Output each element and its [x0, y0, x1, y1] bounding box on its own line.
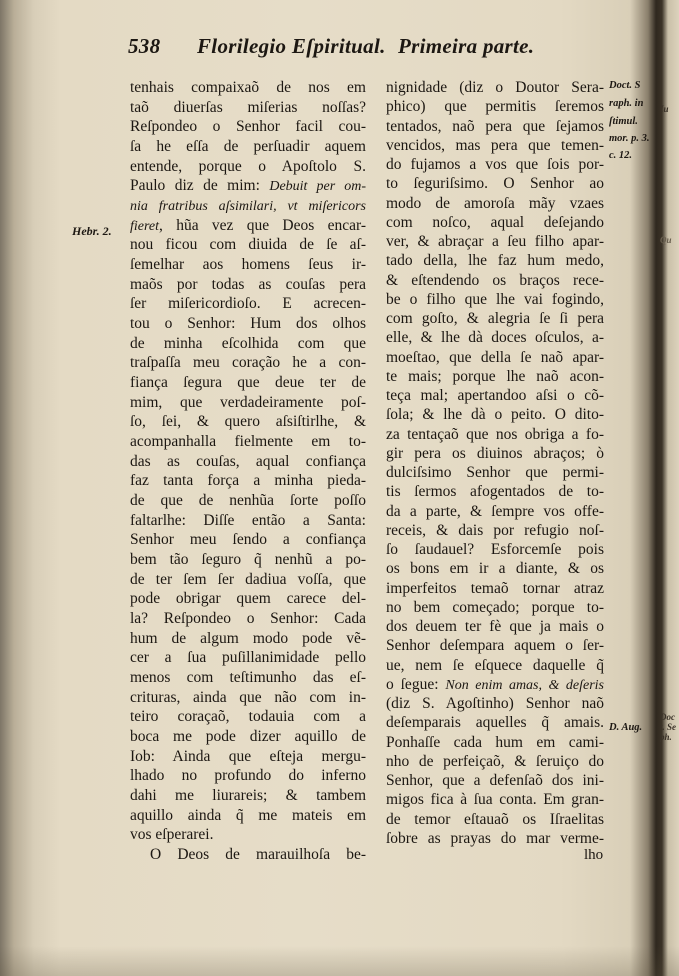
text-segment: bem tão ſeguro q̃ nenhũ a po- [130, 551, 366, 569]
text-segment: la? Reſpondeo o Senhor: Cada [130, 610, 366, 628]
text-segment: ſo ſaudauel? Esforcemſe pois [386, 541, 604, 558]
margin-note-doctor: Doct. S [609, 80, 641, 91]
text-line [130, 294, 366, 314]
text-line [386, 232, 604, 252]
text-line [386, 405, 604, 425]
text-segment: dulciſsimo Senhor que permi- [386, 464, 604, 481]
text-line [130, 98, 366, 118]
text-segment: nho de perfeiçaõ, & ſeruiço do [386, 752, 604, 770]
text-line [130, 353, 366, 373]
text-segment: cer a ſua puſillanimidade pello [130, 649, 366, 667]
text-segment: teiro coraçaõ, todauia com a [130, 708, 366, 726]
text-segment: os bons em ir a diante, & os [386, 560, 604, 578]
text-segment: deſemparais aquelles q̃ amais. [386, 714, 604, 732]
text-line [130, 471, 366, 491]
text-segment: do fujamos a vos que ſois por- [386, 156, 604, 173]
text-segment: vencidos, mas pera que temen- [386, 136, 604, 154]
text-segment: crituras, ainda que não com in- [130, 688, 366, 706]
text-segment: receis, & dais por refugio noſ- [386, 521, 604, 539]
text-segment: imperfeitos temaõ tornar atraz [386, 579, 604, 597]
margin-note-doctor: raph. in [609, 98, 644, 109]
text-line [130, 216, 366, 236]
running-part: Primeira parte. [398, 34, 535, 58]
text-segment: tado della, lhe faz hum medo, [386, 252, 604, 270]
text-segment: nou ficou com diuida de ſe aſ- [130, 236, 366, 254]
text-line [130, 747, 366, 767]
text-segment: gir pera os diuinos abraços; ò [386, 444, 604, 462]
text-segment: tentados, naõ pera que ſejamos [386, 117, 604, 135]
text-line [130, 275, 366, 295]
text-line [386, 617, 604, 637]
text-segment: moeſtao, que della ſe naõ apar- [386, 348, 604, 366]
latin-quote: nia fratribus aſsimilari, vt miſericors [130, 199, 366, 215]
text-segment: pode obrigar quem carece del- [130, 590, 366, 608]
text-line [386, 694, 604, 714]
text-segment: ſola; & lhe dà o peito. O dito- [386, 406, 604, 424]
text-segment: dos deuem ter fè que ja mais o [386, 618, 604, 635]
text-line [386, 251, 604, 271]
text-segment: , hũa vez que Deos encar- [159, 216, 366, 234]
text-segment: boca me pode dizer aquillo de [130, 728, 366, 746]
text-line [386, 733, 604, 753]
text-line [386, 328, 604, 348]
text-segment: faz tanta força a minha pieda- [130, 472, 366, 490]
text-segment: dahi me liurareis; & tambem [130, 787, 366, 805]
text-line [130, 452, 366, 472]
text-line [130, 530, 366, 550]
text-segment: ue, nem ſe eſquece daquelle q̃ [386, 656, 604, 674]
text-segment: de minha eſcolhida com que [130, 334, 366, 352]
text-segment: o ſegue: [386, 675, 446, 693]
text-segment: Paulo diz de mim: [130, 177, 270, 195]
text-segment: migos fica à ſua conta. Em gran- [386, 791, 604, 809]
next-page-note-stack [660, 712, 678, 742]
text-line [386, 675, 604, 695]
text-line [130, 235, 366, 255]
text-line [130, 766, 366, 786]
text-line [386, 482, 604, 502]
text-line [130, 668, 366, 688]
text-segment: to ſeguriſsimo. O Senhor ao [386, 175, 604, 193]
running-title: Florilegio Eſpiritual. [197, 34, 386, 58]
text-line [386, 790, 604, 810]
text-line [386, 348, 604, 368]
text-segment: tis ſermos afogentados de to- [386, 483, 604, 501]
text-line [130, 570, 366, 590]
text-line [130, 609, 366, 629]
next-page-note: ph. [660, 732, 672, 742]
text-line [386, 386, 604, 406]
text-line [130, 629, 366, 649]
text-segment: com goſto, & alegria ſe ſi pera [386, 310, 604, 327]
text-line [150, 845, 366, 865]
margin-note-augustine: D. Aug. [609, 722, 643, 733]
text-line [130, 334, 366, 354]
text-line [130, 157, 366, 177]
text-line [386, 136, 604, 156]
text-line [386, 155, 604, 175]
next-page-note: Qu [660, 235, 672, 245]
text-segment: no bem começado; porque to- [386, 598, 604, 616]
text-line [130, 196, 366, 216]
text-line [130, 589, 366, 609]
text-segment: com noſco, aqual deſejando [386, 213, 604, 231]
margin-note-hebrews: Hebr. 2. [72, 224, 112, 238]
text-segment: & eſtendendo os braços rece- [386, 271, 604, 289]
text-segment: fiança ſegura que deue ter de [130, 374, 366, 392]
text-line [130, 727, 366, 747]
text-segment: ſemelhar aos homens ſeus ir- [130, 256, 366, 274]
text-segment: tou o Senhor: Hum dos olhos [130, 315, 366, 333]
text-segment: Senhor meu ſendo a confiança [130, 531, 366, 549]
text-segment: Senhor deſempara aquem o ſer- [386, 637, 604, 655]
text-line [130, 412, 366, 432]
text-line [386, 771, 604, 791]
text-line [130, 648, 366, 668]
text-segment: teça mal; apertandoo aſsi o cõ- [386, 387, 604, 404]
text-line [386, 752, 604, 772]
text-segment: menos com teſtimunho das eſ- [130, 669, 366, 687]
text-segment: entende, porque o Apoſtolo S. [130, 157, 366, 175]
latin-quote: fieret [130, 218, 160, 234]
text-line [386, 713, 604, 733]
text-line [386, 521, 604, 541]
text-segment: de que de nenhũa ſorte poſſo [130, 492, 366, 510]
text-segment: das as couſas, aqual confiança [130, 452, 366, 470]
text-segment: lhado no profundo do inferno [130, 767, 366, 785]
page-number: 538 [128, 34, 161, 58]
latin-quote: Debuit per om- [269, 179, 366, 195]
text-segment: Senhor, que a defenſaõ dos ini- [386, 772, 604, 789]
text-line [386, 117, 604, 137]
text-line [386, 598, 604, 618]
text-line [386, 656, 604, 676]
text-segment: ver, & abraçar a ſeu filho apar- [386, 233, 604, 250]
text-segment: Reſpondeo o Senhor facil cou- [130, 118, 366, 136]
text-segment: Iob: Ainda que eſteja mergu- [130, 747, 366, 765]
text-segment: hum de algum modo pode vẽ- [130, 629, 366, 647]
text-line [386, 425, 604, 445]
text-segment: de ter ſem ſer dadiua voſſa, que [130, 570, 366, 588]
text-segment: mim, que verdadeiramente poſ- [130, 393, 366, 411]
text-segment: modo de amoroſa mãy vzaes [386, 194, 604, 212]
latin-quote: Non enim amas, & deſeris [445, 677, 605, 693]
text-segment: de temor eſtauaõ os Iſraelitas [386, 810, 604, 828]
text-line [386, 579, 604, 599]
text-line [386, 463, 604, 483]
text-line [130, 806, 366, 826]
catchword: lho [584, 847, 604, 863]
text-segment: faltarlhe: Diſſe então a Santa: [130, 511, 366, 529]
text-line [130, 550, 366, 570]
text-segment: vos eſperarei. [130, 826, 214, 844]
text-segment: O Deos de marauilhoſa be- [150, 846, 366, 864]
text-line [386, 636, 604, 656]
margin-note-doctor: c. 12. [609, 150, 633, 161]
text-segment: phico) que permitis ſeremos [386, 98, 604, 116]
text-segment: traſpaſſa meu coração he a con- [130, 354, 366, 372]
text-line [130, 137, 366, 157]
text-segment: (diz S. Agoſtinho) Senhor naõ [386, 695, 604, 712]
text-segment: ſo, ſei, & quero aſsiſtirlhe, & [130, 413, 366, 431]
text-segment: Ponhaſſe cada hum em cami- [386, 733, 604, 751]
text-line [386, 213, 604, 233]
text-line [386, 174, 604, 194]
text-segment: elle, & lhe dà doces oſculos, a- [386, 329, 604, 347]
text-line [386, 444, 604, 464]
text-line [130, 373, 366, 393]
text-line [386, 810, 604, 830]
text-line [130, 176, 366, 196]
text-line [386, 271, 604, 291]
text-line [386, 290, 604, 310]
text-line [130, 393, 366, 413]
text-line [386, 78, 604, 98]
text-line [130, 825, 366, 845]
next-page-note: Doct. Se [660, 712, 677, 732]
text-line [130, 255, 366, 275]
text-segment: acompanhalla fielmente em to- [130, 433, 366, 451]
next-page-note: Iu [660, 104, 669, 114]
text-segment: nignidade (diz o Doutor Sera- [386, 79, 604, 96]
text-line [130, 491, 366, 511]
text-line [386, 502, 604, 522]
text-line [130, 78, 366, 98]
text-segment: ſobre as prayas do mar verme- [386, 829, 604, 847]
text-line [130, 314, 366, 334]
text-segment: tenhais compaixaõ de nos em [130, 79, 366, 96]
text-line [130, 511, 366, 531]
text-line [386, 309, 604, 329]
text-line [386, 829, 604, 849]
text-segment: maõs por todas as couſas pera [130, 275, 366, 293]
text-line [386, 559, 604, 579]
text-segment: be o filho que lhe vai fogindo, [386, 290, 604, 308]
text-segment: ſer miſericordioſo. E acrecen- [130, 295, 366, 313]
text-line [386, 540, 604, 560]
text-line [386, 194, 604, 214]
text-line [130, 786, 366, 806]
text-segment: aquillo ainda q̃ me mateis em [130, 806, 366, 824]
text-segment: ſa he eſſa de perſuadir aquem [130, 138, 366, 155]
text-segment: da a parte, & ſempre vos offe- [386, 502, 604, 520]
text-line [386, 367, 604, 387]
page-bottom-shadow [0, 946, 679, 976]
margin-note-doctor: mor. p. 3. [609, 133, 650, 144]
margin-note-doctor: ſtimul. [609, 116, 638, 127]
text-segment: za tentaçaõ que nos obriga a fo- [386, 425, 604, 443]
text-segment: taõ diuerſas miſerias noſſas? [130, 98, 366, 116]
text-line [130, 707, 366, 727]
text-line [130, 688, 366, 708]
text-line [386, 97, 604, 117]
text-line [130, 117, 366, 137]
text-line [130, 432, 366, 452]
text-segment: te mais; porque lhe naõ acon- [386, 367, 604, 385]
